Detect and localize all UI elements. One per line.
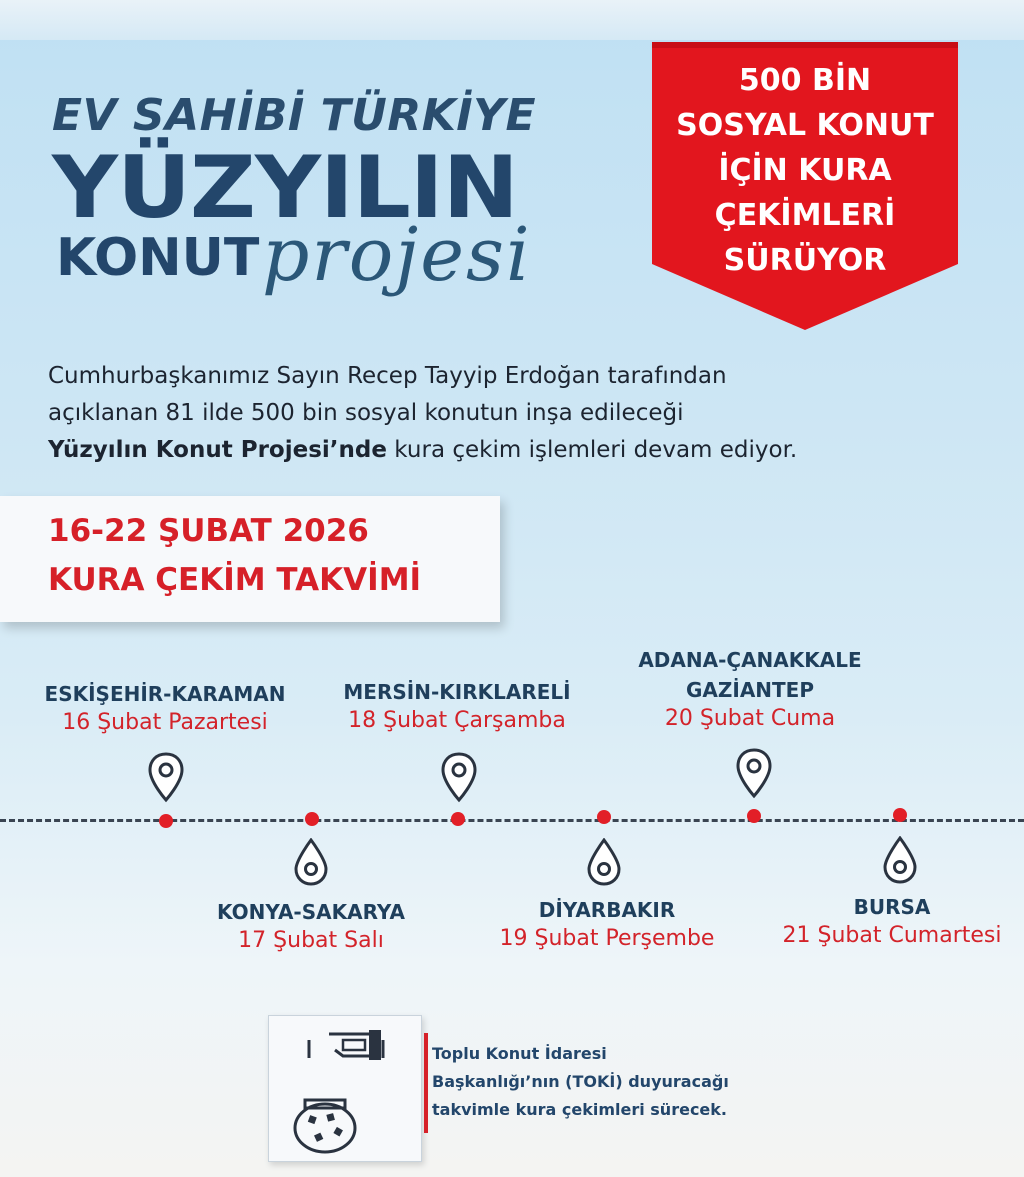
title-line1: EV SAHİBİ TÜRKİYE bbox=[52, 90, 537, 141]
timeline-dot bbox=[597, 810, 611, 824]
location-pin-icon bbox=[736, 748, 772, 800]
city-label: ESKİŞEHİR-KARAMAN bbox=[44, 682, 286, 706]
timeline-dot bbox=[747, 809, 761, 823]
city-label: GAZİANTEP bbox=[685, 678, 815, 702]
footer-accent-bar bbox=[424, 1033, 428, 1133]
banner-title: KURA ÇEKİM TAKVİMİ bbox=[48, 562, 422, 598]
city-label: DİYARBAKIR bbox=[538, 898, 676, 922]
top-band bbox=[0, 0, 1024, 40]
title-line3: KONUT bbox=[56, 228, 260, 288]
timeline-line bbox=[0, 819, 1024, 822]
badge-text bbox=[652, 58, 958, 283]
badge-line: SOSYAL KONUT bbox=[676, 108, 934, 143]
date-label: 17 Şubat Salı bbox=[238, 928, 384, 953]
footer-line: takvimle kura çekimleri sürecek. bbox=[432, 1100, 727, 1119]
city-label: BURSA bbox=[853, 895, 931, 919]
footer-line: Başkanlığı’nın (TOKİ) duyuracağı bbox=[432, 1072, 729, 1091]
city-label: ADANA-ÇANAKKALE bbox=[638, 648, 862, 672]
location-pin-icon bbox=[148, 752, 184, 804]
description-line: Cumhurbaşkanımız Sayın Recep Tayyip Erdoğan tarafından bbox=[48, 363, 727, 389]
timeline-dot bbox=[305, 812, 319, 826]
date-label: 20 Şubat Cuma bbox=[664, 706, 836, 731]
location-pin-icon bbox=[441, 752, 477, 804]
lottery-drum-icon bbox=[269, 1016, 421, 1161]
footer-line: Toplu Konut İdaresi bbox=[432, 1044, 607, 1063]
lottery-icon-box bbox=[268, 1015, 422, 1162]
timeline-dot bbox=[893, 808, 907, 822]
description-rest: kura çekim işlemleri devam ediyor. bbox=[386, 437, 798, 463]
drop-pin-icon bbox=[294, 838, 328, 886]
date-label: 18 Şubat Çarşamba bbox=[348, 708, 566, 733]
date-label: 21 Şubat Cumartesi bbox=[782, 923, 1002, 948]
banner-dates: 16-22 ŞUBAT 2026 bbox=[48, 513, 369, 549]
description-line bbox=[48, 432, 948, 469]
badge-line: ÇEKİMLERİ bbox=[714, 198, 896, 233]
timeline-dot bbox=[159, 814, 173, 828]
badge-line: 500 BİN bbox=[738, 63, 872, 98]
drop-pin-icon bbox=[883, 836, 917, 884]
footer-text bbox=[432, 1040, 729, 1124]
city-label: KONYA-SAKARYA bbox=[217, 900, 405, 924]
timeline-dot bbox=[451, 812, 465, 826]
city-label: MERSİN-KIRKLARELİ bbox=[343, 680, 571, 704]
date-label: 19 Şubat Perşembe bbox=[499, 926, 715, 951]
drop-pin-icon bbox=[587, 838, 621, 886]
description bbox=[48, 358, 948, 469]
title-line2: YÜZYILIN bbox=[52, 138, 518, 238]
date-label: 16 Şubat Pazartesi bbox=[62, 710, 268, 735]
title-script: projesi bbox=[262, 212, 532, 298]
description-line: açıklanan 81 ilde 500 bin sosyal konutun inşa edileceği bbox=[48, 400, 684, 426]
project-name: Yüzyılın Konut Projesi’nde bbox=[48, 437, 387, 463]
badge-line: SÜRÜYOR bbox=[723, 243, 887, 278]
badge-line: İÇİN KURA bbox=[718, 153, 892, 188]
